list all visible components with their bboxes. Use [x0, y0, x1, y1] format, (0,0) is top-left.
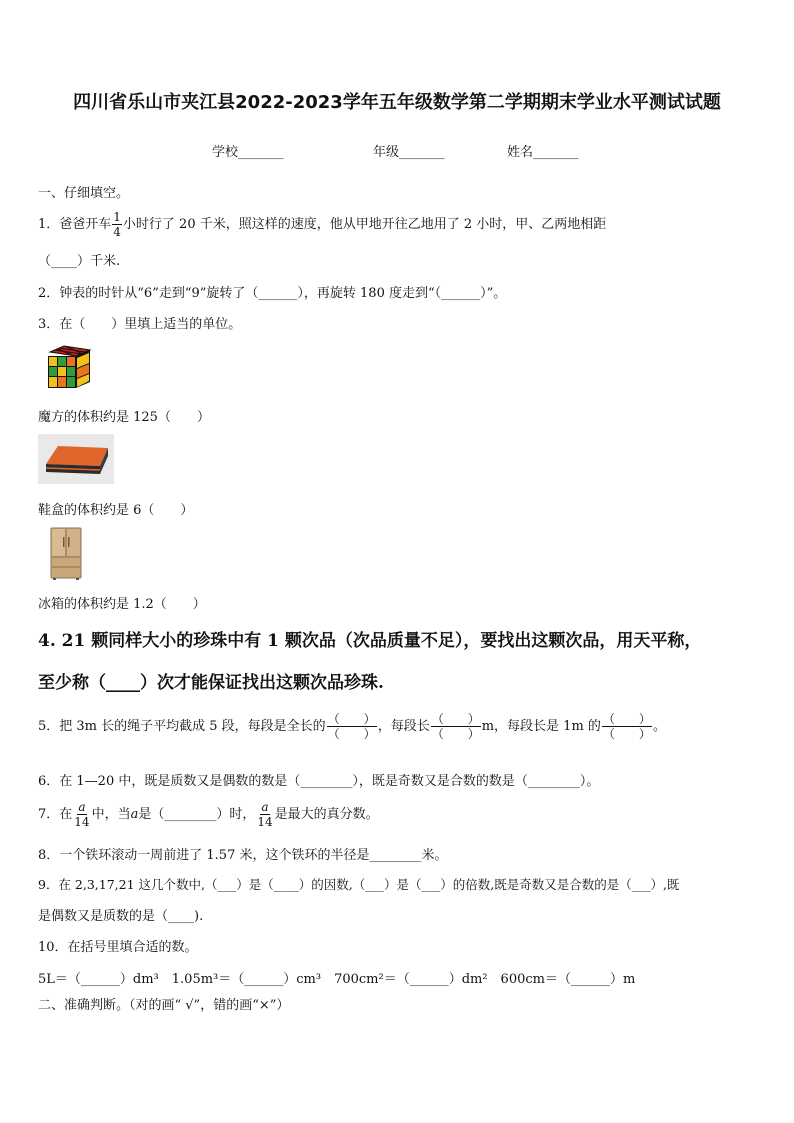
question-8: 8．一个铁环滚动一周前进了 1.57 米，这个铁环的半径是________米。 [38, 848, 448, 863]
q7-var: a [261, 800, 269, 814]
blank-numerator: （ ） [327, 712, 376, 726]
blank-denominator: （ ） [327, 727, 376, 741]
q7-var: a [78, 800, 86, 814]
q7-var: a [130, 807, 139, 822]
fraction-one-quarter [112, 210, 122, 239]
question-4-line2: 至少称（____）次才能保证找出这颗次品珍珠. [38, 673, 384, 693]
q3-shoebox-volume: 鞋盒的体积约是 6（ ） [38, 503, 194, 518]
q1-denominator: 4 [113, 225, 121, 239]
q7-denominator: 14 [257, 815, 273, 829]
blank-numerator: （ ） [431, 712, 480, 726]
q7-part2: 中，当 [91, 807, 131, 822]
question-1-line2: （____）千米. [38, 254, 121, 269]
q1-suffix: 小时行了 20 千米，照这样的速度，他从甲地开往乙地用了 2 小时，甲、乙两地相距 [122, 217, 607, 232]
q5-part2: ，每段长 [377, 719, 430, 734]
q3-cube-volume: 魔方的体积约是 125（ ） [38, 410, 210, 425]
question-3: 3．在（ ）里填上适当的单位。 [38, 317, 242, 332]
rubiks-cube-image [44, 344, 94, 392]
q5-part4: 。 [652, 719, 666, 734]
q3-fridge-volume: 冰箱的体积约是 1.2（ ） [38, 597, 206, 612]
question-6: 6．在 1—20 中，既是质数又是偶数的数是（________），既是奇数又是合数的数是（________）。 [38, 774, 600, 789]
page-title: 四川省乐山市夹江县2022-2023学年五年级数学第二学期期末学业水平测试试题 [73, 92, 721, 113]
fraction-a-over-14 [73, 800, 90, 829]
question-1 [38, 210, 606, 239]
q5-part1: 5．把 3m 长的绳子平均截成 5 段，每段是全长的 [38, 719, 326, 734]
question-10-units: 5L＝（______）dm³ 1.05m³＝（______）cm³ 700cm²＝（______）dm² 600cm＝（______）m [38, 972, 636, 987]
section-2-heading: 二、准确判断。（对的画“ √”，错的画“×”） [38, 998, 290, 1013]
question-5 [38, 712, 666, 741]
blank-denominator: （ ） [602, 727, 651, 741]
q7-part3: 是（________）时， [138, 807, 256, 822]
q5-blank-fraction-3 [602, 712, 652, 741]
fraction-a-over-14 [256, 800, 273, 829]
school-field: 学校_______ [212, 145, 284, 160]
q5-blank-fraction-1 [327, 712, 377, 741]
q1-prefix: 1．爸爸开车 [38, 217, 112, 232]
question-2: 2．钟表的时针从“6”走到“9”旋转了（______），再旋转 180 度走到“（______）”。 [38, 286, 507, 301]
blank-denominator: （ ） [431, 727, 480, 741]
q7-denominator: 14 [74, 815, 90, 829]
q5-blank-fraction-2 [431, 712, 481, 741]
question-9-line2: 是偶数又是质数的是（____). [38, 909, 204, 924]
question-9: 9．在 2,3,17,21 这几个数中,（___）是（____）的因数,（___）是（___）的倍数,既是奇数又是合数的是（___）,既 [38, 877, 680, 892]
question-7 [38, 800, 379, 829]
q1-numerator: 1 [113, 210, 121, 224]
refrigerator-image [49, 527, 83, 581]
section-1-heading: 一、仔细填空。 [38, 186, 130, 201]
blank-numerator: （ ） [602, 712, 651, 726]
q7-part1: 7．在 [38, 807, 73, 822]
q5-part3: m，每段长是 1m 的 [481, 719, 601, 734]
grade-field: 年级_______ [373, 145, 445, 160]
name-field: 姓名_______ [507, 145, 579, 160]
question-4: 4. 21 颗同样大小的珍珠中有 1 颗次品（次品质量不足），要找出这颗次品，用天平称， [38, 631, 702, 651]
shoebox-image [38, 434, 114, 484]
q7-part4: 是最大的真分数。 [274, 807, 379, 822]
question-10: 10．在括号里填合适的数。 [38, 940, 198, 955]
